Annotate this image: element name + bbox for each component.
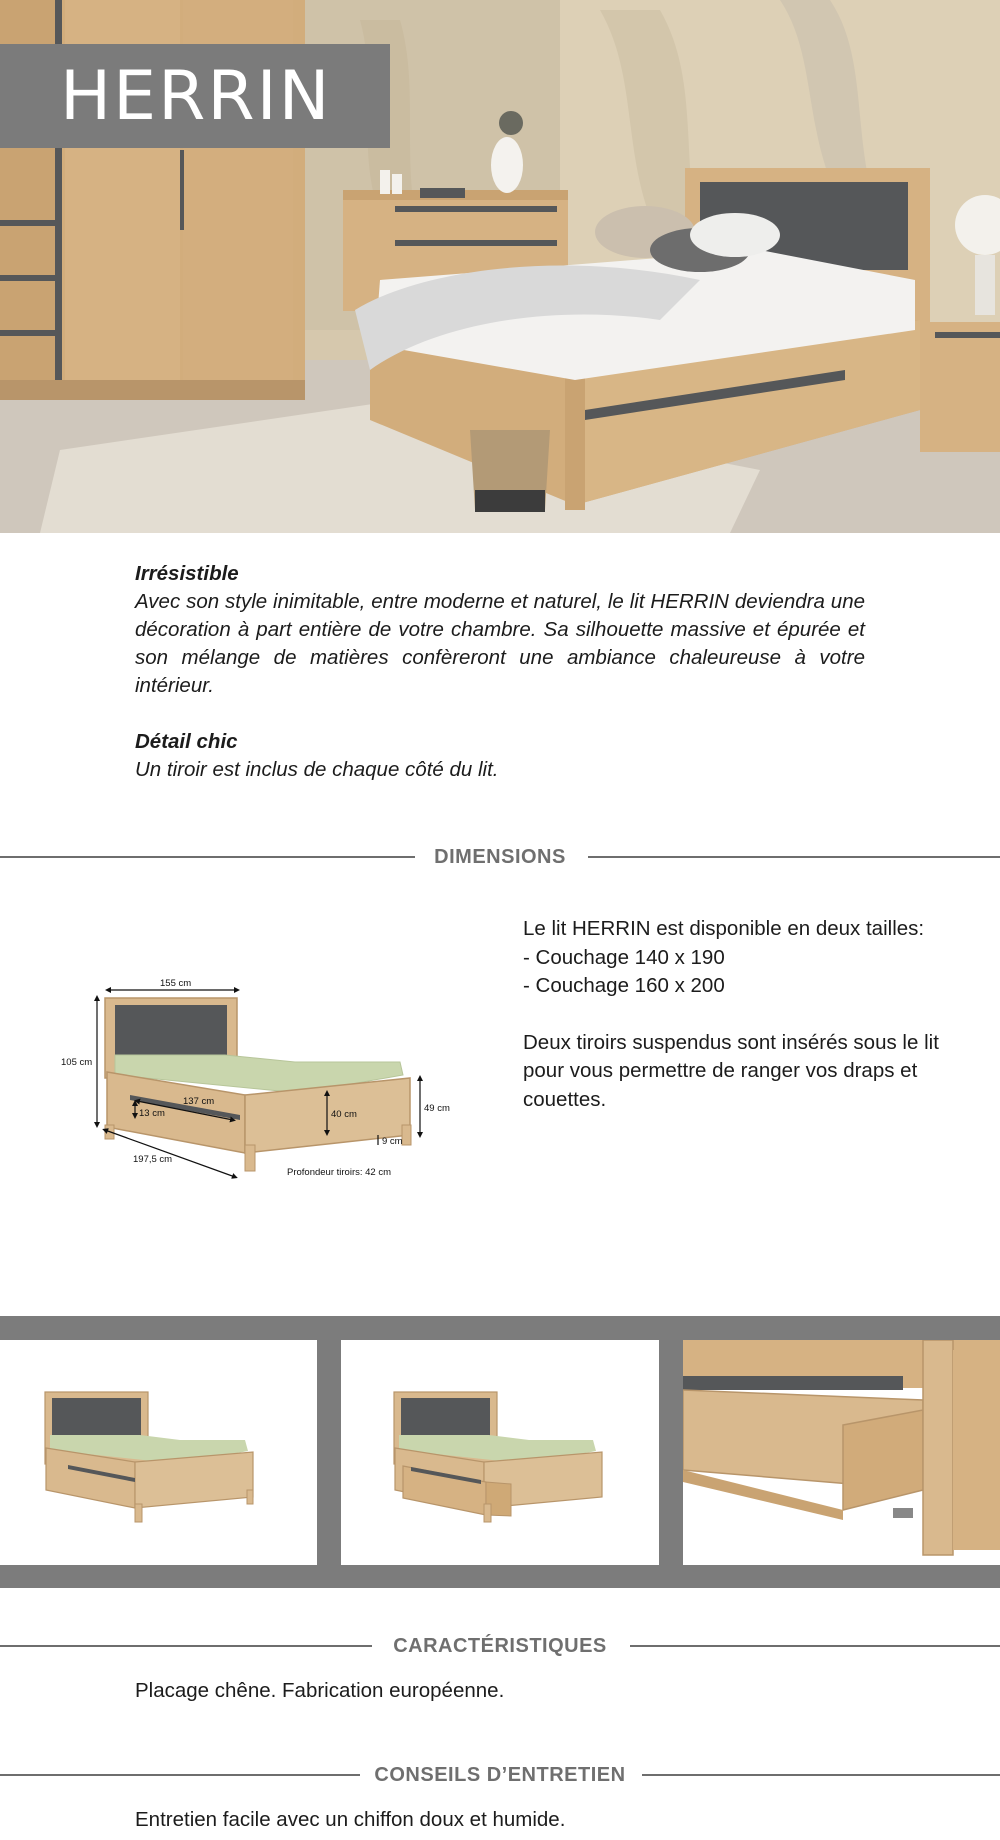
gallery-image-bed[interactable] [0, 1340, 317, 1565]
section-text-irresistible: Avec son style inimitable, entre moderne et naturel, le lit HERRIN deviendra une décoration à part entière de votre chambre. Sa silhouette massive et épurée et son mélange de matières confèreront une ambiance chaleureuse à votre intérieur. [135, 590, 865, 697]
characteristics-header [0, 1631, 1000, 1661]
care-text: Entretien facile avec un chiffon doux et humide. [135, 1808, 566, 1831]
characteristics-text: Placage chêne. Fabrication européenne. [135, 1679, 505, 1702]
sizes-intro: Le lit HERRIN est disponible en deux tailles: [523, 917, 925, 940]
dim-label-height: 105 cm [61, 1057, 93, 1068]
dimensions-header [0, 842, 1000, 872]
dim-label-drawer-depth: Profondeur tiroirs: 42 cm [287, 1167, 392, 1178]
gallery-image-drawer-detail[interactable] [683, 1340, 1000, 1565]
characteristics-title: CARACTÉRISTIQUES [393, 1635, 607, 1657]
dimensions-diagram [55, 975, 475, 1190]
care-title: CONSEILS D’ENTRETIEN [374, 1764, 626, 1786]
section-text-detail-chic: Un tiroir est inclus de chaque côté du lit. [135, 758, 499, 781]
product-title: HERRIN [60, 57, 332, 136]
dim-label-drawer-length: 137 cm [183, 1096, 215, 1107]
divider-right [630, 1645, 1000, 1647]
size-option-1: - Couchage 140 x 190 [523, 945, 725, 969]
dim-label-total-side: 49 cm [424, 1103, 450, 1114]
dim-label-length: 197,5 cm [133, 1154, 173, 1165]
bed-image [0, 1340, 317, 1565]
section-heading-irresistible: Irrésistible [135, 562, 239, 585]
drawer-detail-image [683, 1340, 1000, 1565]
dim-label-width: 155 cm [160, 978, 192, 989]
section-heading-detail-chic: Détail chic [135, 730, 238, 753]
dim-label-side-height: 40 cm [331, 1109, 357, 1120]
gallery-image-drawer-open[interactable] [341, 1340, 659, 1565]
dim-label-drawer-height: 13 cm [139, 1108, 165, 1119]
dim-label-foot: 9 cm [382, 1136, 403, 1147]
care-header [0, 1760, 1000, 1790]
divider-right [642, 1774, 1000, 1776]
product-description [135, 560, 865, 812]
dimensions-title: DIMENSIONS [434, 846, 566, 868]
dimensions-description [523, 915, 943, 1114]
bed-drawer-open-image [341, 1340, 659, 1565]
divider-right [588, 856, 1000, 858]
drawers-description: Deux tiroirs suspendus sont insérés sous le lit pour vous permettre de ranger vos draps et couettes. [523, 1030, 939, 1111]
hero-banner [0, 0, 1000, 533]
bed-dimensions-drawing [55, 975, 475, 1190]
product-gallery [0, 1316, 1000, 1588]
size-option-2: - Couchage 160 x 200 [523, 974, 725, 997]
